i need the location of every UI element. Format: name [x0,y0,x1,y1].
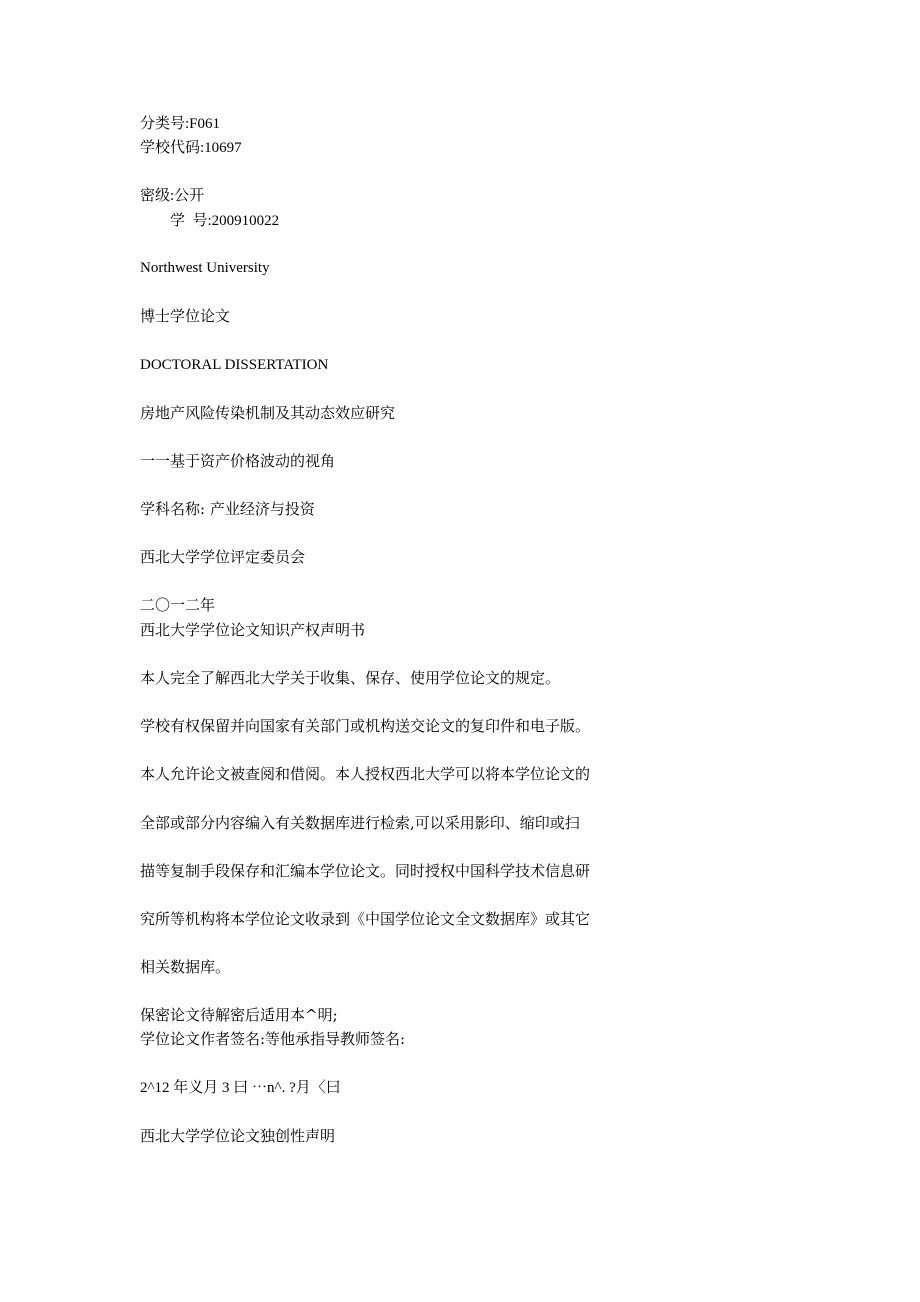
signature-line: 学位论文作者签名:等他承指导教师签名: [140,1030,406,1048]
ip-statement-line: 本人完全了解西北大学关于收集、保存、使用学位论文的规定。 [140,669,561,687]
university-name-en: Northwest University [140,260,270,276]
ip-statement-line: 究所等机构将本学位论文收录到《中国学位论文全文数据库》或其它 [140,910,591,928]
degree-committee: 西北大学学位评定委员会 [140,548,306,566]
ip-statement-title: 西北大学学位论文知识产权声明书 [140,621,366,639]
security-level: 密级:公开 [140,188,205,204]
thesis-subtitle: 一一基于资产价格波动的视角 [140,452,336,470]
thesis-title: 房地产风险传染机制及其动态效应研究 [140,404,396,422]
school-code: 学校代码:10697 [140,140,242,156]
degree-type-cn: 博士学位论文 [140,307,231,325]
confidential-note: 保密论文待解密后适用本^明; [140,1006,338,1024]
ip-statement-line: 本人允许论文被查阅和借阅。本人授权西北大学可以将本学位论文的 [140,765,591,783]
ip-statement-line: 描等复制手段保存和汇编本学位论文。同时授权中国科学技术信息研 [140,862,591,880]
student-id: 学 号:200910022 [170,213,280,229]
ip-statement-line: 相关数据库。 [140,958,231,976]
thesis-year: 二〇一二年 [140,596,216,614]
discipline-name: 学科名称: 产业经济与投资 [140,500,315,518]
ip-statement-line: 全部或部分内容编入有关数据库进行检索,可以采用影印、缩印或扫 [140,814,580,832]
classification-number: 分类号:F061 [140,116,221,132]
date-line: 2^12 年义月 3 曰 ⋯n^. ?月〈曰 [140,1080,341,1096]
degree-type-en: DOCTORAL DISSERTATION [140,357,329,373]
originality-statement-title: 西北大学学位论文独创性声明 [140,1127,336,1145]
ip-statement-line: 学校有权保留并向国家有关部门或机构送交论文的复印件和电子版。 [140,717,591,735]
